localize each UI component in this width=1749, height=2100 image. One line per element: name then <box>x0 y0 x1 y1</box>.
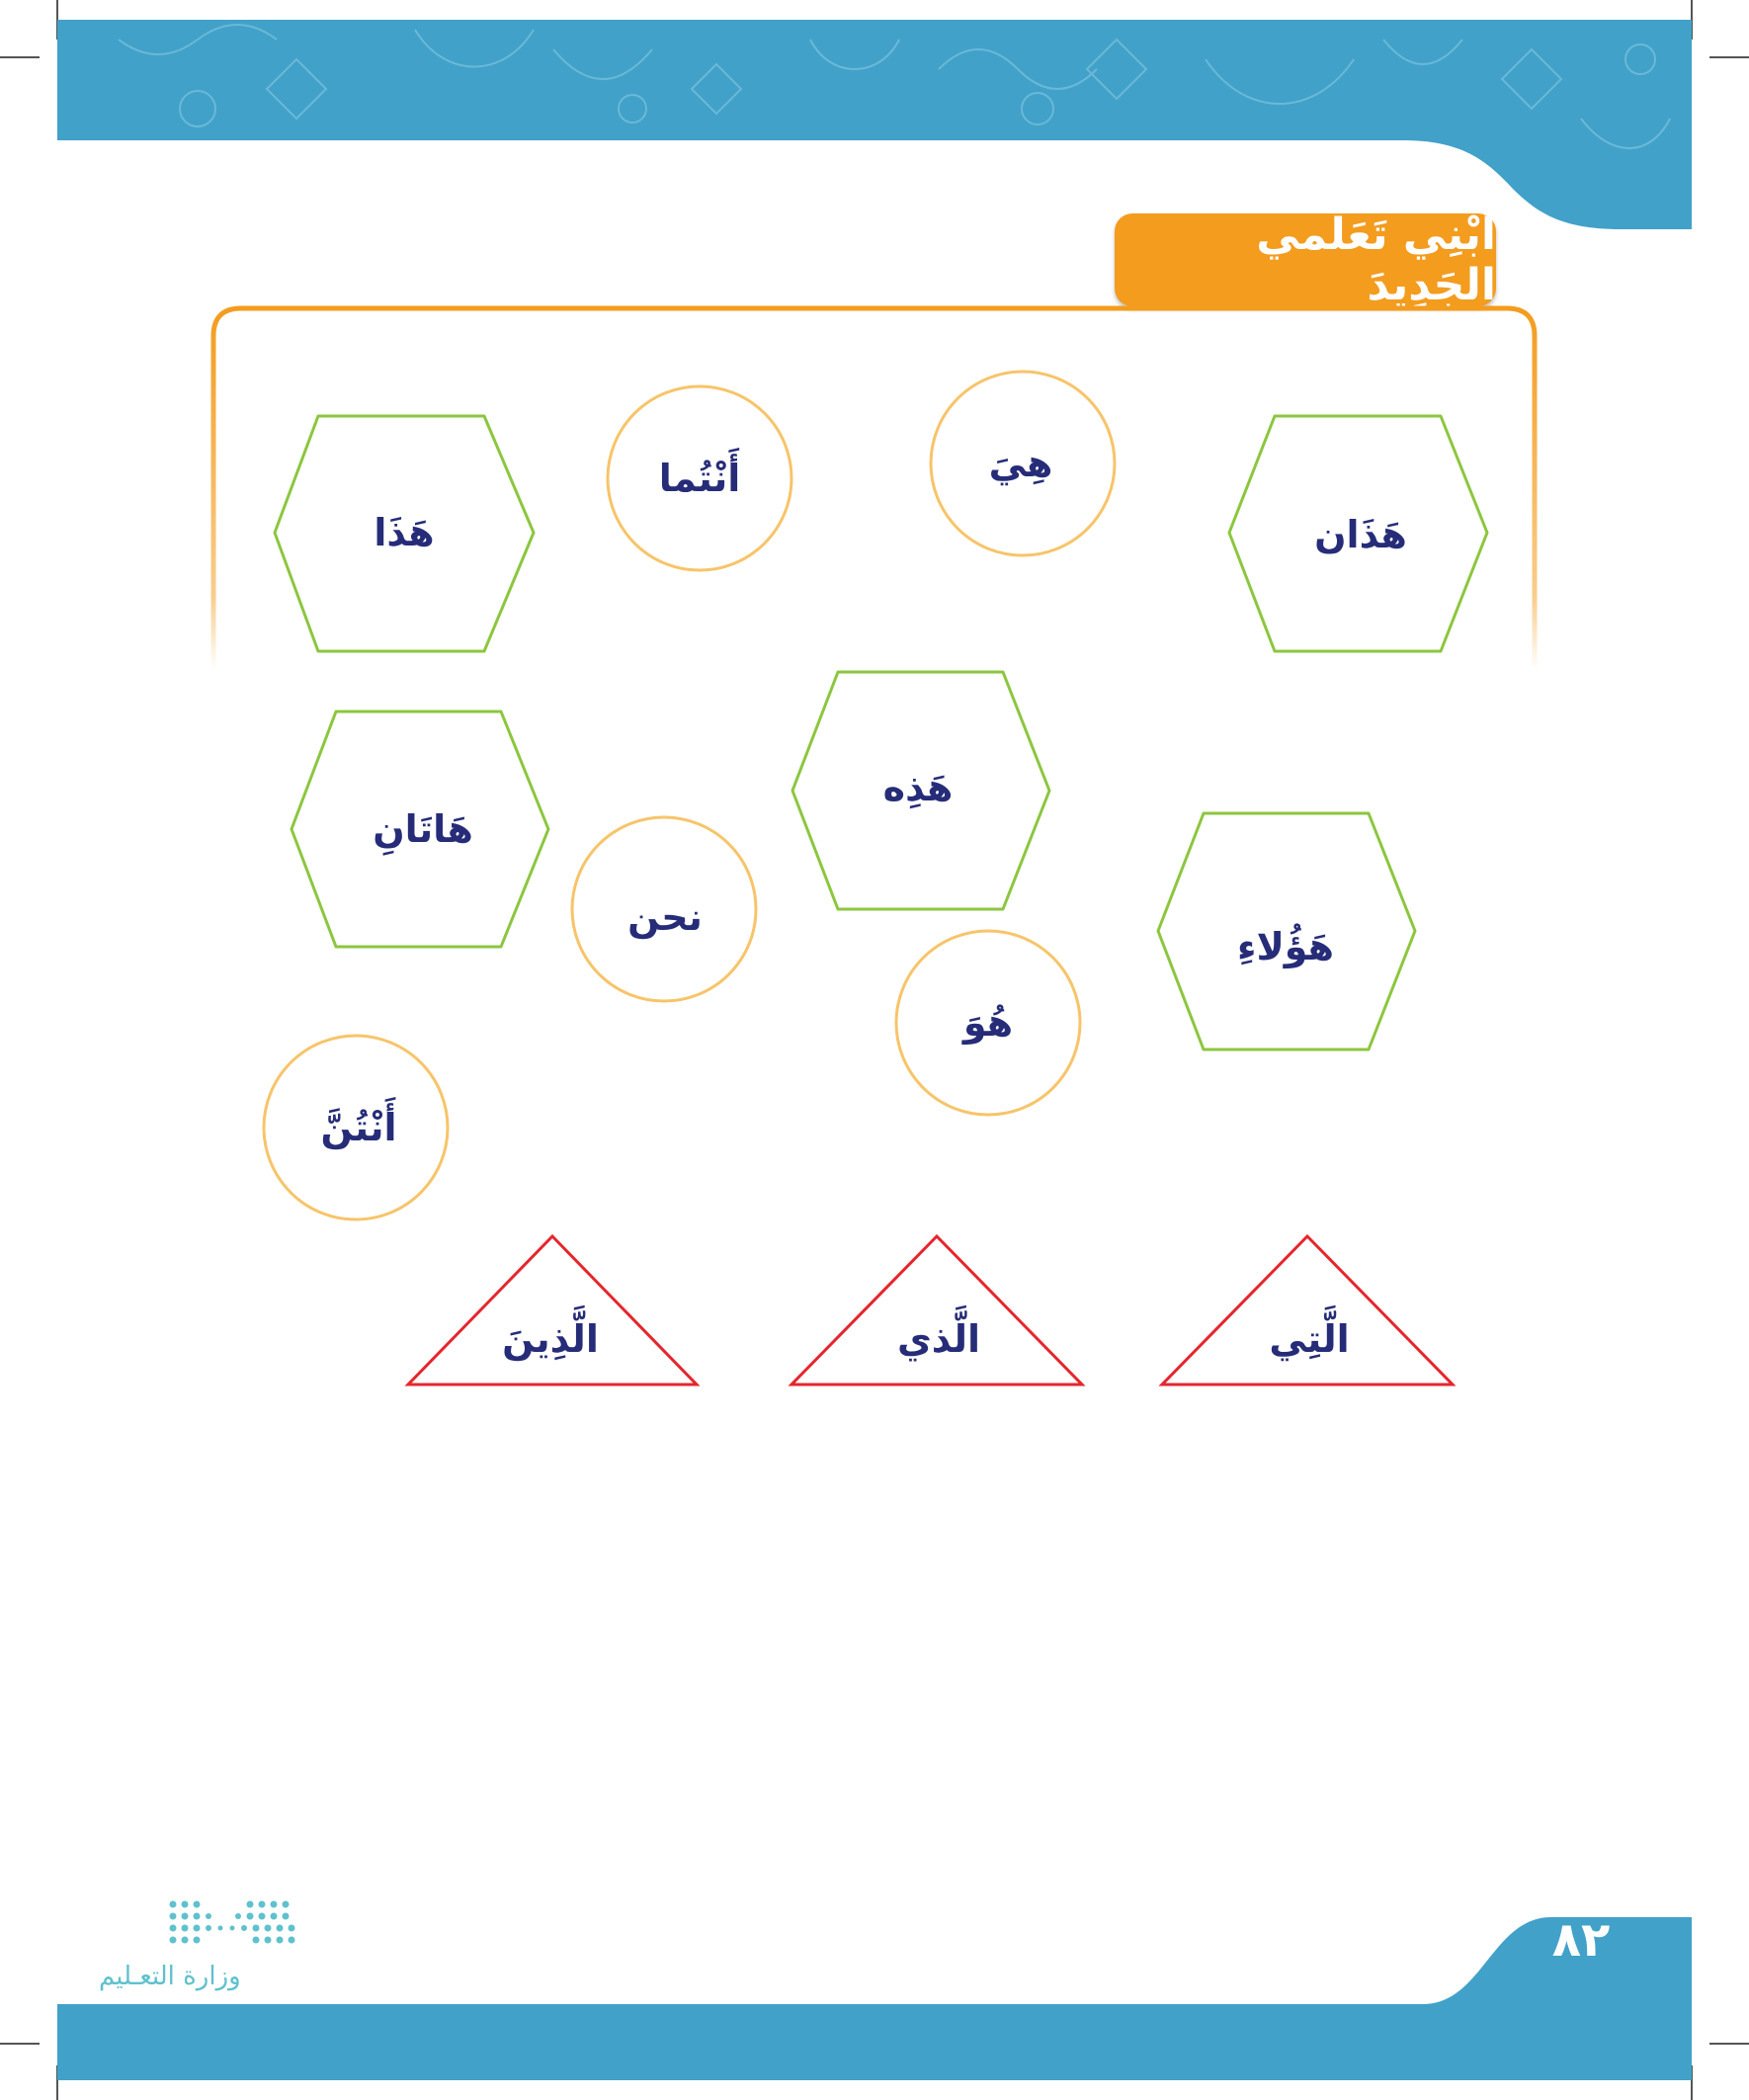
word-hathan: هَذَان <box>1314 513 1407 556</box>
word-hatan: هَاتَانِ <box>373 807 473 851</box>
section-title: أَبْنِي تَعَلُّمي الجَدِيدَ <box>1256 210 1496 310</box>
word-allatheena: الَّذِينَ <box>502 1317 599 1361</box>
word-hiya: هِيَ <box>988 442 1053 485</box>
word-hathihi: هَذِه <box>882 766 954 809</box>
word-hatha: هَذَا <box>374 511 435 554</box>
word-haulai: هَؤُلاءِ <box>1237 925 1334 968</box>
ministry-logo-text: وزارة التعـليم <box>99 1962 241 1991</box>
word-allathi: الَّذي <box>896 1317 981 1361</box>
word-nahnu: نحن <box>627 895 703 939</box>
word-allati: الَّتِي <box>1269 1317 1350 1361</box>
triangle-allatheena-shape <box>408 1236 697 1385</box>
word-huwa: هُوَ <box>962 1001 1014 1045</box>
word-antuma: أَنْتُما <box>658 457 741 500</box>
triangle-allathi-shape <box>791 1236 1082 1385</box>
page-number: ٨٢ <box>1551 1912 1611 1968</box>
word-antunna: أَنْتُنَّ <box>320 1106 397 1149</box>
triangle-allati-shape <box>1162 1236 1453 1385</box>
